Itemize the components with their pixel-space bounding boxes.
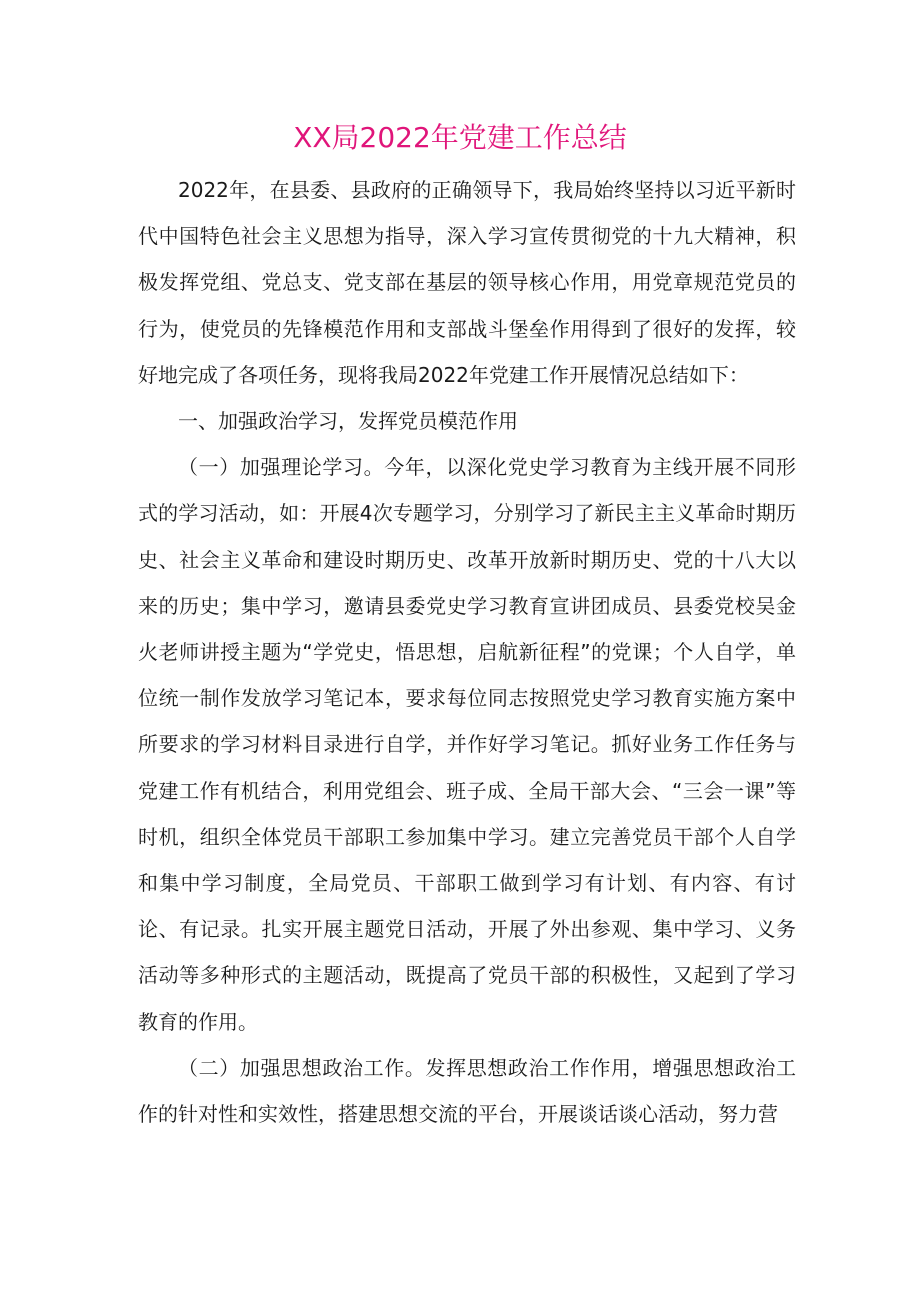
section-heading-1: 一、加强政治学习，发挥党员模范作用	[178, 409, 518, 434]
document-title: XX局2022年党建工作总结	[293, 121, 627, 154]
document-body	[138, 167, 796, 1137]
subsection-paragraph-1: （一）加强理论学习。今年，以深化党史学习教育为主线开展不同形式的学习活动，如：开展4次专题学习，分别学习了新民主主义革命时期历史、社会主义革命和建设时期历史、改革开放新时期历史、党的十八大以来的历史；集中学习，邀请县委党史学习教育宣讲团成员、县委党校吴金火老师讲授主题为“学党史，悟思想，启航新征程”的党课；个人自学，单位统一制作发放学习笔记本，要求每位同志按照党史学习教育实施方案中所要求的学习材料目录进行自学，并作好学习笔记。抓好业务工作任务与党建工作有机结合，利用党组会、班子成、全局干部大会、“三会一课”等时机，组织全体党员干部职工参加集中学习。建立完善党员干部个人自学和集中学习制度，全局党员、干部职工做到学习有计划、有内容、有讨论、有记录。扎实开展主题党日活动，开展了外出参观、集中学习、义务活动等多种形式的主题活动，既提高了党员干部的积极性，又起到了学习教育的作用。	[138, 455, 796, 1034]
subsection-paragraph-2: （二）加强思想政治工作。发挥思想政治工作作用，增强思想政治工作的针对性和实效性，搭建思想交流的平台，开展谈话谈心活动，努力营	[138, 1055, 796, 1127]
intro-paragraph: 2022年，在县委、县政府的正确领导下，我局始终坚持以习近平新时代中国特色社会主义思想为指导，深入学习宣传贯彻党的十九大精神，积极发挥党组、党总支、党支部在基层的领导核心作用，用党章规范党员的行为，使党员的先锋模范作用和支部战斗堡垒作用得到了很好的发挥，较好地完成了各项任务，现将我局2022年党建工作开展情况总结如下：	[138, 178, 796, 387]
